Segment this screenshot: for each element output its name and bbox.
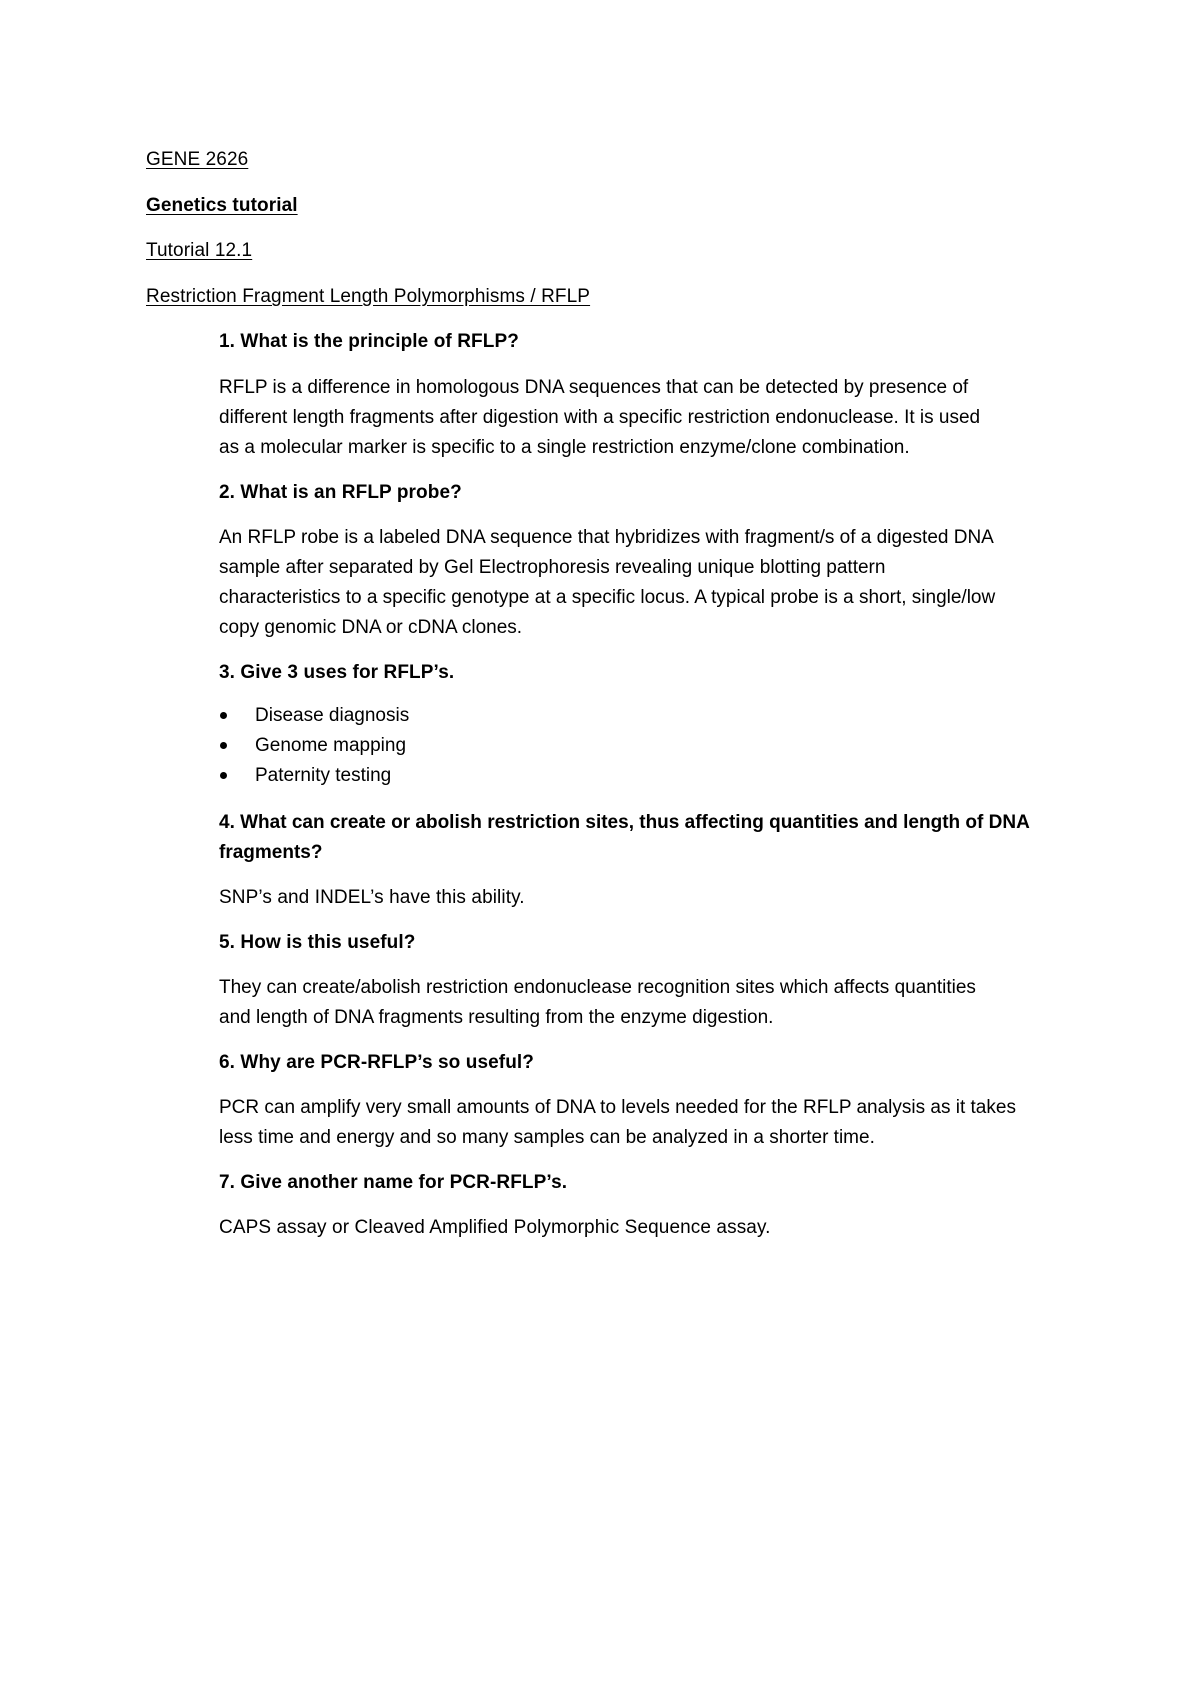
answer-7: CAPS assay or Cleaved Amplified Polymorphic Sequence assay.	[219, 1217, 771, 1238]
question-line: fragments?	[219, 842, 323, 863]
topic-title: Restriction Fragment Length Polymorphisms / RFLP	[146, 286, 591, 307]
question-6: 6. Why are PCR-RFLP’s so useful?	[219, 1052, 534, 1073]
answer-6	[219, 1093, 1069, 1153]
question-5: 5. How is this useful?	[219, 932, 416, 953]
course-title: Genetics tutorial	[146, 195, 298, 216]
answer-line: copy genomic DNA or cDNA clones.	[219, 617, 523, 638]
bullet-text: Disease diagnosis	[255, 705, 410, 726]
answer-4: SNP’s and INDEL’s have this ability.	[219, 887, 525, 908]
question-line: 4. What can create or abolish restriction sites, thus affecting quantities and length of DNA	[219, 812, 1030, 833]
answer-line: as a molecular marker is specific to a single restriction enzyme/clone combination.	[219, 437, 910, 458]
answer-line: They can create/abolish restriction endonuclease recognition sites which affects quantities	[219, 977, 976, 998]
list-item	[219, 761, 409, 791]
answer-line: and length of DNA fragments resulting from the enzyme digestion.	[219, 1007, 774, 1028]
answer-line: less time and energy and so many samples can be analyzed in a shorter time.	[219, 1127, 875, 1148]
answer-line: An RFLP robe is a labeled DNA sequence that hybridizes with fragment/s of a digested DNA	[219, 527, 994, 548]
bullet-text: Genome mapping	[255, 735, 407, 756]
answer-5	[219, 973, 1069, 1033]
tutorial-number: Tutorial 12.1	[146, 240, 253, 261]
list-item	[219, 701, 409, 731]
course-code: GENE 2626	[146, 149, 249, 170]
answer-2	[219, 523, 1069, 643]
list-item	[219, 731, 409, 761]
bullet-text: Paternity testing	[255, 765, 392, 786]
question-1: 1. What is the principle of RFLP?	[219, 331, 519, 352]
question-2: 2. What is an RFLP probe?	[219, 482, 462, 503]
question-4	[219, 808, 1069, 868]
answer-1	[219, 373, 1069, 463]
question-7: 7. Give another name for PCR-RFLP’s.	[219, 1172, 568, 1193]
question-3: 3. Give 3 uses for RFLP’s.	[219, 662, 455, 683]
bullet-icon	[220, 772, 227, 779]
answer-line: sample after separated by Gel Electrophoresis revealing unique blotting pattern	[219, 557, 886, 578]
uses-bullet-list	[219, 701, 409, 791]
answer-line: characteristics to a specific genotype at a specific locus. A typical probe is a short, single/low	[219, 587, 996, 608]
answer-line: RFLP is a difference in homologous DNA sequences that can be detected by presence of	[219, 377, 969, 398]
bullet-icon	[220, 742, 227, 749]
answer-line: PCR can amplify very small amounts of DNA to levels needed for the RFLP analysis as it takes	[219, 1097, 1016, 1118]
bullet-icon	[220, 712, 227, 719]
answer-line: different length fragments after digestion with a specific restriction endonuclease. It is used	[219, 407, 981, 428]
